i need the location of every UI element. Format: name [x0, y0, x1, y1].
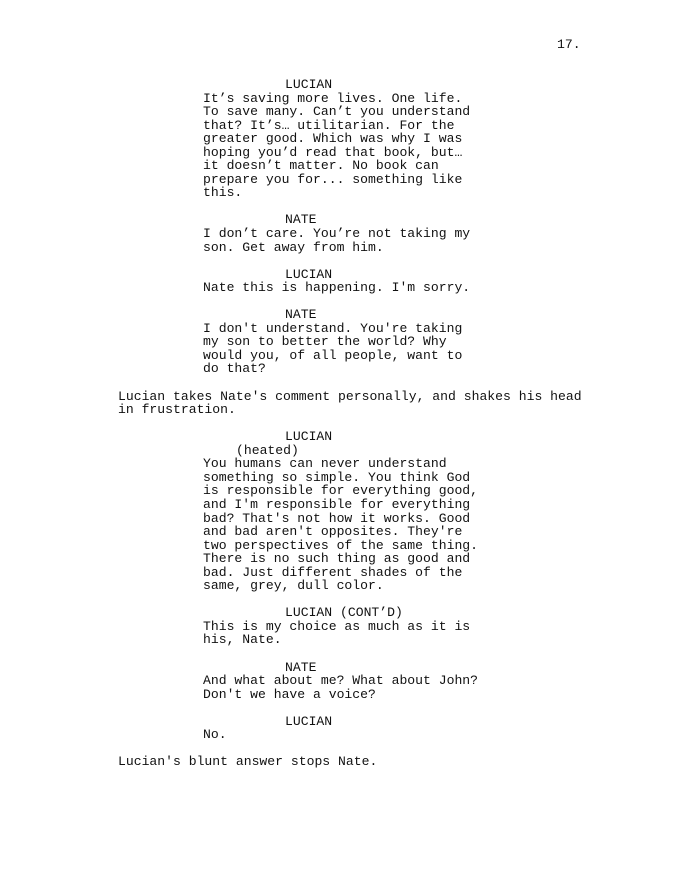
dialogue-line: There is no such thing as good and — [203, 551, 471, 567]
dialogue-line: It’s saving more lives. One life. — [203, 90, 463, 106]
dialogue-line: something so simple. You think God — [203, 469, 471, 485]
block-spacer — [118, 742, 638, 756]
dialogue-line: same, grey, dull color. — [203, 578, 384, 594]
character-name: LUCIAN — [285, 77, 333, 92]
action-line: Lucian's blunt answer stops Nate. — [118, 754, 378, 770]
dialogue-line: No. — [203, 727, 227, 743]
character-name: LUCIAN (CONT’D) — [285, 605, 403, 621]
character-name: NATE — [285, 307, 317, 323]
dialogue-line: Don't we have a voice? — [203, 686, 376, 702]
dialogue-line: You humans can never understand — [203, 456, 447, 472]
dialogue-line: son. Get away from him. — [203, 239, 384, 255]
block-spacer — [118, 376, 638, 390]
dialogue-block — [203, 674, 638, 701]
dialogue-block — [203, 281, 638, 295]
dialogue-line: and I'm responsible for everything — [203, 496, 471, 512]
page-number: 17. — [557, 37, 581, 52]
character-name: LUCIAN — [285, 266, 333, 282]
dialogue-line: This is my choice as much as it is — [203, 618, 471, 634]
dialogue-line: and bad aren't opposites. They're — [203, 524, 463, 540]
action-block — [118, 390, 638, 417]
dialogue-line: hoping you’d read that book, but… — [203, 144, 463, 160]
dialogue-line: his, Nate. — [203, 632, 282, 648]
action-line: in frustration. — [118, 402, 236, 418]
parenthetical: (heated) — [236, 442, 299, 458]
block-spacer — [118, 701, 638, 715]
dialogue-line: bad. Just different shades of the — [203, 564, 463, 580]
block-spacer — [118, 295, 638, 309]
dialogue-line: I don't understand. You're taking — [203, 320, 463, 336]
dialogue-line: greater good. Which was why I was — [203, 131, 463, 147]
block-spacer — [118, 417, 638, 431]
dialogue-block — [203, 322, 638, 376]
block-spacer — [118, 593, 638, 607]
dialogue-line: two perspectives of the same thing. — [203, 537, 479, 553]
dialogue-line: I don’t care. You’re not taking my — [203, 226, 471, 242]
dialogue-line: bad? That's not how it works. Good — [203, 510, 471, 526]
dialogue-block — [203, 620, 638, 647]
dialogue-line: do that? — [203, 361, 266, 377]
dialogue-line: Nate this is happening. I'm sorry. — [203, 280, 471, 296]
dialogue-line: that? It’s… utilitarian. For the — [203, 117, 455, 133]
character-name: NATE — [285, 659, 317, 675]
dialogue-block — [203, 92, 638, 200]
block-spacer — [118, 254, 638, 268]
dialogue-block — [203, 728, 638, 742]
screenplay-body — [118, 78, 638, 769]
dialogue-line: would you, of all people, want to — [203, 347, 463, 363]
dialogue-line: prepare you for... something like — [203, 171, 463, 187]
action-block — [118, 755, 638, 769]
character-name: LUCIAN — [285, 429, 333, 445]
action-line: Lucian takes Nate's comment personally, and shakes his head — [118, 388, 582, 404]
dialogue-line: it doesn’t matter. No book can — [203, 158, 439, 174]
block-spacer — [118, 647, 638, 661]
dialogue-line: is responsible for everything good, — [203, 483, 479, 499]
dialogue-line: my son to better the world? Why — [203, 334, 447, 350]
dialogue-block — [203, 227, 638, 254]
character-name: NATE — [285, 212, 317, 228]
character-name: LUCIAN — [285, 713, 333, 729]
dialogue-line: And what about me? What about John? — [203, 673, 479, 689]
dialogue-line: To save many. Can’t you understand — [203, 104, 471, 120]
dialogue-line: this. — [203, 185, 243, 201]
dialogue-block — [203, 457, 638, 592]
block-spacer — [118, 200, 638, 214]
